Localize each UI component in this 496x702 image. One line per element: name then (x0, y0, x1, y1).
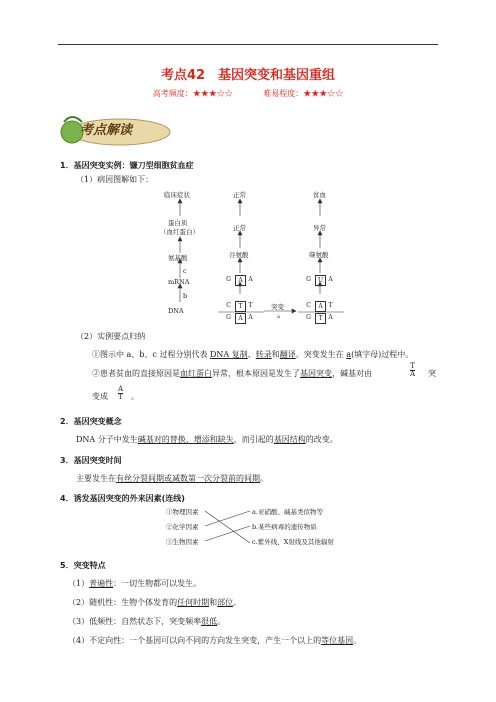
base: G (306, 276, 311, 283)
point2-text2: 异常，根本原因是发生了 (212, 369, 300, 378)
section1-sub1: （1）病因图解如下： (76, 175, 154, 184)
f1-universality: 普遍性 (89, 579, 114, 588)
base: A (235, 313, 246, 324)
normal-mid-label: 正常 (233, 224, 246, 232)
s2-substitution: 碱基对的替换、增添和缺失 (137, 435, 234, 444)
step-c-label: c (183, 267, 187, 275)
point2-text3: ，碱基对由 (332, 369, 372, 378)
point2-text4: 突 (428, 369, 436, 378)
f3-text: （3）低频性：自然状态下，突变频率 (68, 617, 202, 626)
base: A (248, 314, 253, 321)
point1-text3: (填字母)过程中。 (351, 350, 414, 359)
factor-biological: ③生物因素 (166, 538, 199, 546)
protein-label: 蛋白质 (168, 219, 188, 227)
option-b: b.某些病毒的遗传物质 (252, 523, 317, 531)
f3-end: 。 (217, 617, 226, 626)
point1-and: 和 (271, 350, 280, 359)
feature-randomness (68, 597, 241, 608)
s3-text2: 。 (260, 474, 268, 483)
f2-and: 和 (209, 598, 218, 607)
point1-transcription: 转录 (255, 350, 272, 359)
normal-top-label: 正常 (233, 191, 246, 199)
anemia-top-label: 贫血 (313, 191, 326, 199)
dna-label: DNA (168, 307, 184, 315)
base: G (306, 314, 311, 321)
f1-num: （1） (68, 579, 90, 588)
base: C (226, 302, 231, 309)
factor-physical: ①物理因素 (166, 508, 199, 516)
base: A (235, 275, 246, 286)
valine-label: 缬氨酸 (309, 251, 329, 259)
section1-point2 (92, 368, 372, 379)
badge-label: 考点解读 (80, 123, 133, 138)
base: T (328, 302, 333, 309)
option-c: c.紫外线、X射线及其他辐射 (252, 538, 334, 546)
factor-chemical: ②化学因素 (166, 523, 199, 531)
section3-body (76, 473, 268, 484)
base: A (328, 314, 333, 321)
f4-text: （4）不定向性：一个基因可以向不同的方向发生突变，产生一个以上的 (68, 636, 322, 645)
pathology-diagram (160, 190, 390, 325)
point1-sep: 、 (247, 350, 256, 359)
fraction1-top: T (410, 362, 415, 370)
s3-text: 主要发生在 (76, 474, 116, 483)
s3-interphase: 有丝分裂间期或减数第一次分裂前的间期 (116, 474, 260, 483)
point1-text2: 。突变发生在 (295, 350, 347, 359)
s2-gene-structure: 基因结构 (273, 435, 306, 444)
base: T (248, 302, 253, 309)
point2-text: ②患者贫血的直接原因是 (92, 369, 180, 378)
point2-hemoglobin: 血红蛋白 (180, 369, 212, 378)
point2-text5: 变成 (92, 392, 108, 401)
f2-location: 部位 (217, 598, 234, 607)
header-rule (58, 44, 438, 45)
feature-low-frequency (68, 616, 225, 627)
section2-body (76, 434, 338, 445)
point2-text6: 。 (131, 392, 139, 401)
base: U (315, 275, 326, 286)
base: T (315, 313, 326, 324)
abnormal-mid-label: 异常 (313, 224, 326, 232)
s2-text3: 的改变。 (305, 435, 338, 444)
s2-text: DNA 分子中发生 (76, 435, 138, 444)
f4-alleles: 等位基因 (321, 636, 354, 645)
clinical-symptom-label: 临床症状 (164, 191, 190, 199)
section1-sub2: （2）实例要点归纳 (76, 332, 146, 341)
f4-end: 。 (353, 636, 362, 645)
step-b-label: b (183, 292, 188, 300)
f2-any-time: 任何时期 (177, 598, 210, 607)
base: T (235, 301, 246, 312)
mutation-label: 突变 (271, 303, 284, 311)
point1-answer-a: a (346, 350, 352, 359)
f2-end: 。 (233, 598, 242, 607)
fraction1-bottom: A (410, 370, 416, 378)
base: G (226, 314, 231, 321)
s2-text2: ，而引起的 (233, 435, 274, 444)
difficulty-rating: 难易程度：★★★☆☆ (263, 89, 344, 98)
page-title: 考点42 基因突变和基因重组 (160, 68, 336, 83)
rating-line (0, 88, 496, 99)
feature-undirected (68, 635, 361, 646)
f2-text: （2）随机性：生物个体发育的 (68, 598, 178, 607)
f1-text: ：一切生物都可以发生。 (113, 579, 202, 588)
point2-gene-mutation: 基因突变 (300, 369, 332, 378)
point1-translation: 翻译 (279, 350, 296, 359)
base: G (226, 276, 231, 283)
amino-acid-label: 氨基酸 (168, 254, 188, 262)
section5-title: 5．突变特点 (60, 561, 106, 570)
step-a-label: a (277, 314, 280, 320)
fraction2-bottom: T (118, 393, 123, 401)
base-pair-fraction-2 (118, 386, 123, 401)
base: A (248, 276, 253, 283)
f3-very-low: 很低 (201, 617, 218, 626)
base: C (306, 302, 311, 309)
mrna-label: mRNA (168, 278, 190, 286)
glutamate-label: 谷氨酸 (229, 251, 249, 259)
section1-title: 1．基因突变实例：镰刀型细胞贫血症 (60, 161, 194, 170)
feature-universality (68, 578, 201, 589)
base-pair-fraction-1 (410, 363, 415, 378)
section3-title: 3．基因突变时间 (60, 456, 122, 465)
section4-title: 4．诱发基因突变的外来因素(连线) (60, 494, 185, 503)
section1-point1 (92, 349, 413, 360)
point1-text: ①图示中 a、b、c 过程分别代表 (92, 350, 210, 359)
option-a: a.亚硝酸、碱基类似物等 (252, 508, 323, 516)
hemoglobin-label: （血红蛋白） (160, 228, 199, 236)
section2-title: 2．基因突变概念 (60, 417, 122, 426)
base: A (328, 276, 333, 283)
fraction2-top: A (118, 385, 124, 393)
frequency-rating: 高考频度：★★★☆☆ (152, 89, 233, 98)
point1-dna-replication: DNA 复制 (210, 350, 248, 359)
base: A (315, 301, 326, 312)
